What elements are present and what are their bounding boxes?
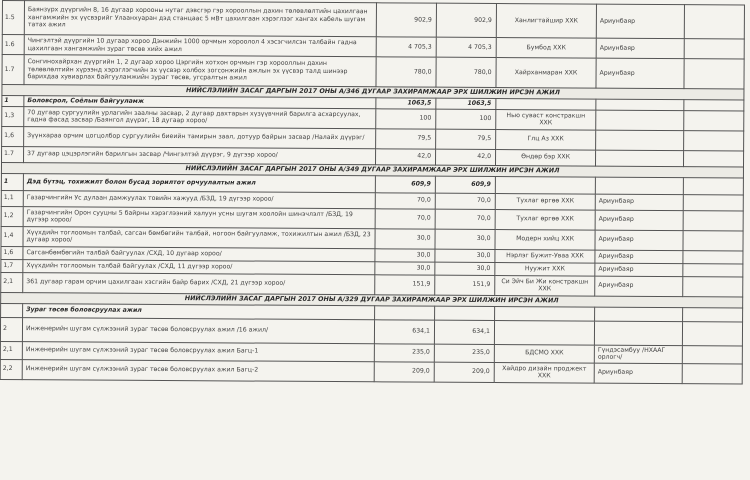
notes-cell <box>684 5 744 39</box>
row-number: 1 <box>1 173 23 190</box>
contract-amount: 209,0 <box>434 362 494 382</box>
row-number: 1,2 <box>1 206 23 226</box>
budget-amount: 30,0 <box>375 261 435 274</box>
contractor-name: Ханлигтайшир ХХК <box>496 4 596 39</box>
work-description: Инженерийн шугам сүлжээний зураг төсөв боловсруулах ажил Багц-1 <box>22 341 374 361</box>
contract-amount: 634,1 <box>434 320 494 344</box>
responsible-official: Ариунбаяр <box>595 230 683 251</box>
contractor-name: Өндөр бэр ХХК <box>496 149 596 166</box>
contractor-name: Нэрлэг Бужит-Уваа ХХК <box>495 249 595 263</box>
row-number: 2 <box>0 317 22 341</box>
responsible-official <box>594 321 682 346</box>
contractor-name: Модерн хийц ХХК <box>495 229 595 250</box>
contractor-name: БДСМО ХХК <box>494 344 594 363</box>
section-title: НИЙСЛЭЛИЙН ЗАСАГ ДАРГЫН 2017 ОНЫ А/349 ДУГААР ЗАХИРАМЖААР ЭРХ ШИЛЖИН ИРСЭН АЖИЛ <box>1 162 743 178</box>
row-number: 1.7 <box>2 146 24 162</box>
budget-amount: 1063,5 <box>376 98 436 109</box>
contract-amount: 70,0 <box>435 209 495 229</box>
work-description: Инженерийн шугам сүлжээний зураг төсөв боловсруулах ажил /16 ажил/ <box>22 317 374 343</box>
work-description: Чингэлтэй дүүргийн 10 дугаар хороо Дэнжийн 1000 орчмын хороолол 4 хэсэгчилсэн талбайн гадна цахилгаан хангамжийн зураг төсөв хийх ажил <box>24 35 376 57</box>
budget-amount: 100 <box>376 108 436 128</box>
work-description: Хүүхдийн тоглоомын талбай, сагсан бөмбөгийн талбай, ногоон байгууламж, тохижилтын ажил /БЗД, 23 дугаар хороо/ <box>23 226 375 248</box>
work-description: Хүүхдийн тоглоомын талбай байгуулах /СХД, 11 дүгээр хороо/ <box>23 259 375 274</box>
contract-amount: 42,0 <box>436 149 496 165</box>
contract-amount: 609,9 <box>435 176 495 193</box>
row-number: 1,1 <box>1 190 23 206</box>
budget-amount: 30,0 <box>375 228 435 248</box>
work-description: Инженерийн шугам сүлжээний зураг төсөв боловсруулах ажил Багц-2 <box>22 359 374 381</box>
table-row <box>2 1 744 40</box>
notes-cell <box>683 276 743 296</box>
responsible-official: Ариунбаяр <box>595 194 683 211</box>
row-number: 2,2 <box>0 359 22 379</box>
budget-amount: 151,9 <box>375 274 435 294</box>
budget-amount: 30,0 <box>375 248 435 261</box>
contract-amount: 100 <box>436 109 496 129</box>
responsible-official <box>596 130 684 151</box>
notes-cell <box>684 59 744 89</box>
responsible-official: Гүндэсамбуу /НХААГ орлогч/ <box>594 345 682 364</box>
responsible-official: Ариунбаяр <box>595 250 683 264</box>
work-description: 37 дугаар цэцэрлэгийн барилгын засвар /Чингэлтэй дүүрэг, 9 дүгээр хороо/ <box>24 146 376 164</box>
contractor-name: Бумбод ХХК <box>496 38 596 59</box>
table-row <box>0 359 742 384</box>
contractor-name <box>494 320 594 345</box>
budget-amount: 780,0 <box>376 57 436 87</box>
notes-cell <box>683 263 743 276</box>
budget-amount: 609,9 <box>375 175 435 192</box>
contract-amount: 235,0 <box>434 344 494 362</box>
notes-cell <box>683 210 743 230</box>
contract-amount: 780,0 <box>436 57 496 87</box>
budget-amount: 235,0 <box>374 343 434 361</box>
contract-amount: 30,0 <box>435 262 495 275</box>
work-description: 70 дугаар сургуулийн урлагийн заалны засвар, 2 дугаар дахтарын хүзүүвчний барилга асхарсуулах, гадна фасад засвар /Баянгол дүүрэг, 18 дугаар хороо/ <box>24 106 376 128</box>
contractor-name: Хайдро дизайн проджект ХХК <box>494 362 594 383</box>
notes-cell <box>683 177 743 194</box>
notes-cell <box>682 345 742 363</box>
responsible-official: Ариунбаяр <box>596 38 684 59</box>
contractor-name <box>496 99 596 110</box>
row-number: 1,4 <box>1 226 23 246</box>
notes-cell <box>682 363 742 383</box>
responsible-official <box>596 99 684 110</box>
row-number: 1.5 <box>2 1 24 35</box>
row-number: 1,3 <box>2 106 24 126</box>
work-description: Газарчингийн Ус дулаан дамжуулах товийн хажууд /БЗД, 19 дүгээр хороо/ <box>23 190 375 208</box>
budget-amount: 70,0 <box>375 208 435 228</box>
row-number: 1,7 <box>1 259 23 272</box>
notes-cell <box>682 321 742 345</box>
contract-amount: 30,0 <box>435 229 495 249</box>
responsible-official <box>596 110 684 131</box>
budget-amount: 4 705,3 <box>376 37 436 57</box>
row-number: 1,6 <box>2 126 24 146</box>
notes-cell <box>684 110 744 130</box>
work-description: Баянзүрх дүүргийн 8, 16 дугаар хорооны нутаг дэвсгэр гэр хорооллын дахин төлөвлөлтийн цахилгаан хангамжийн эх үүсвэрийг Улаанхуаран дэд станцаас 5 мВт цахилгаан хэрэглээг хангах кабель шугам татах ажил <box>24 1 376 37</box>
notes-cell <box>684 100 744 111</box>
row-number: 1.6 <box>2 35 24 55</box>
work-description: Боловсрол, Соёлын байгууламж <box>24 96 376 109</box>
works-table-body <box>0 1 744 384</box>
contractor-name <box>495 176 595 194</box>
contract-amount: 1063,5 <box>436 98 496 109</box>
contract-amount: 70,0 <box>435 193 495 209</box>
budget-amount: 70,0 <box>375 192 435 208</box>
contractor-name <box>495 306 595 321</box>
section-title: НИЙСЛЭЛИЙН ЗАСАГ ДАРГЫН 2017 ОНЫ А/346 ДУГААР ЗАХИРАМЖААР ЭРХ ШИЛЖИН ИРСЭН АЖИЛ <box>2 85 744 101</box>
notes-cell <box>683 194 743 210</box>
row-number: 1.7 <box>2 55 24 85</box>
row-number: 2,1 <box>1 272 23 292</box>
budget-amount: 209,0 <box>374 361 434 381</box>
responsible-official <box>595 150 683 167</box>
notes-cell <box>683 150 743 166</box>
row-number: 1,6 <box>1 246 23 259</box>
contractor-name: Глц Аз ХХК <box>496 129 596 150</box>
responsible-official: Ариунбаяр <box>596 4 684 39</box>
budget-amount: 79,5 <box>376 128 436 148</box>
work-description: Сонгинохайрхан дүүргийн 1, 2 дугаар хороо Цэргийн хотхон орчмын гэр хорооллын дахин төлөвлөлтийн хүрээнд хэрэглэгчийн эх үүсвэр холбох зогсонжийн ажлын эх үүсвэр талд шинээр барихдаа хувиарлах байгууламжийн зураг төсөв, угсралтын ажил <box>24 55 376 87</box>
notes-cell <box>683 250 743 263</box>
work-description: Дэд бүтэц, тохижилт болон бусад зорилтот орчуулалтын ажил <box>23 173 375 192</box>
responsible-official: Ариунбаяр <box>595 276 683 297</box>
contractor-name: Хайрханмаран ХХК <box>496 58 596 89</box>
budget-amount <box>375 305 435 319</box>
work-description: 361 дугаар гарам орчим цахилгаан хэсгийн байр барих /СХД, 21 дүгээр хороо/ <box>23 272 375 294</box>
contract-amount: 30,0 <box>435 249 495 262</box>
notes-cell <box>683 307 743 321</box>
row-number <box>1 303 23 317</box>
contract-amount: 151,9 <box>435 275 495 295</box>
contractor-name: Тухлаг өргөө ХХК <box>495 193 595 210</box>
contractor-name: Си Эйч Би Жи констракшн ХХК <box>495 275 595 296</box>
table-row <box>2 55 744 90</box>
notes-cell <box>684 130 744 150</box>
notes-cell <box>684 39 744 59</box>
responsible-official: Ариунбаяр <box>595 210 683 231</box>
contractor-name: Тухлаг өргөө ХХК <box>495 209 595 230</box>
contract-amount <box>435 306 495 320</box>
contractor-name: Нью суваст констракшн ХХК <box>496 109 596 130</box>
section-title: НИЙСЛЭЛИЙН ЗАСАГ ДАРГЫН 2017 ОНЫ А/329 ДУГААР ЗАХИРАМЖААР ЭРХ ШИЛЖИН ИРСЭН АЖИЛ <box>1 292 743 308</box>
budget-amount: 42,0 <box>376 148 436 164</box>
responsible-official <box>595 307 683 322</box>
row-number: 1 <box>2 96 24 107</box>
responsible-official: Ариунбаяр <box>594 363 682 384</box>
work-description: Зүүнхараа орчим цогцолбор сургуулийн биеийн тамирын заал, дотуур байрын засвар /Налайх дүүрэг/ <box>24 126 376 148</box>
responsible-official: Ариунбаяр <box>596 58 684 89</box>
budget-amount: 634,1 <box>374 319 434 343</box>
contractor-name: Нуужит ХХК <box>495 262 595 276</box>
work-description: Зураг төсөв боловсруулах ажил <box>23 303 375 319</box>
row-number: 2,1 <box>0 341 22 359</box>
budget-amount: 902,9 <box>376 3 436 37</box>
contract-amount: 4 705,3 <box>436 37 496 57</box>
notes-cell <box>683 230 743 250</box>
contract-amount: 902,9 <box>436 3 496 37</box>
responsible-official: Ариунбаяр <box>595 263 683 277</box>
work-description: Газарчингийн Орон сууцны 5 байрны хэрэглээний халуун усны шугам хоолойн шинэчлэлт /БЗД, 19 дүгээр хороо/ <box>23 206 375 228</box>
work-description: Сагсанбөмбөгийн талбай байгуулах /СХД, 10 дугаар хороо/ <box>23 246 375 261</box>
responsible-official <box>595 177 683 195</box>
contract-amount: 79,5 <box>436 129 496 149</box>
